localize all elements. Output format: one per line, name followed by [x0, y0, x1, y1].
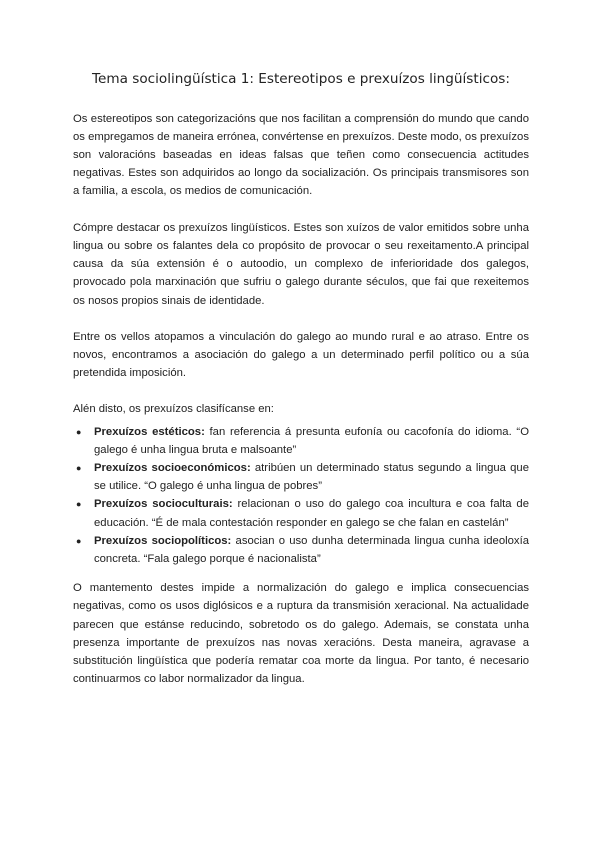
- list-item-text: asocian o uso dunha determinada lingua cunha ideoloxía concreta. “Fala galego porque é nacionalista”: [94, 534, 529, 565]
- paragraph-classification-intro: Alén disto, os prexuízos clasifícanse en:: [73, 403, 274, 416]
- list-item-term: Prexuízos estéticos:: [94, 425, 205, 438]
- bullet-icon: ●: [76, 426, 82, 437]
- list-item-socioeconomic: [76, 459, 529, 495]
- document-title: Tema sociolingüística 1: Estereotipos e prexuízos lingüísticos:: [92, 71, 510, 87]
- paragraph-stereotypes: Os estereotipos son categorizacións que nos facilitan a comprensión do mundo que cando os empregamos de maneira errónea, convértense en prexuízos. Deste modo, os prexuízos son valoracións baseadas en ideas falsas que teñen como consecuencia actitudes negativas. Estes son adquiridos ao longo da socialización. Os principais transmisores son a familia, a escola, os medios de comunicación.: [73, 112, 529, 198]
- paragraph-linguistic-prejudices: Cómpre destacar os prexuízos lingüísticos. Estes son xuízos de valor emitidos sobre unha lingua ou sobre os falantes dela co propósito de provocar o seu rexeitamento.A principal causa da súa extensión é o autoodio, un complexo de inferioridade dos galegos, provocado pola marxinación que sufriu o galego durante séculos, que fai que rexeitemos os nosos propios sinais de identidade.: [73, 221, 529, 307]
- list-item-sociopolitical: [76, 532, 529, 568]
- list-item-aesthetic: [76, 423, 529, 459]
- list-item-term: Prexuízos sociopolíticos:: [94, 534, 232, 547]
- list-item-text: relacionan o uso do galego coa incultura e coa falta de educación. “É de mala contestación responder en galego se che falan en castelán”: [94, 498, 529, 529]
- list-item-term: Prexuízos socioeconómicos:: [94, 461, 251, 474]
- bullet-icon: ●: [76, 499, 82, 510]
- paragraph-old-and-young: Entre os vellos atopamos a vinculación do galego ao mundo rural e ao atraso. Entre os novos, encontramos a asociación do galego a un determinado perfil político ou a súa pretendida imposición.: [73, 330, 529, 380]
- list-item-term: Prexuízos socioculturais:: [94, 498, 233, 511]
- prejudice-list: [73, 423, 529, 569]
- bullet-icon: ●: [76, 535, 82, 546]
- list-item-sociocultural: [76, 495, 529, 531]
- paragraph-conclusion: O mantemento destes impide a normalización do galego e implica consecuencias negativas, como os usos diglósicos e a ruptura da transmisión xeracional. Na actualidade parecen que estánse reducindo, sobretodo os do galego. Ademais, se constata unha presenza importante de prexuízos nas novas xeracións. Desta maneira, agravase a substitución lingüística que podería rematar coa morte da lingua. Por tanto, é necesario continuarmos co labor normalizador da lingua.: [73, 582, 529, 686]
- bullet-icon: ●: [76, 462, 82, 473]
- list-item-text: fan referencia á presunta eufonía ou cacofonía do idioma. “O galego é unha lingua bruta e malsoante”: [94, 425, 529, 456]
- list-item-text: atribúen un determinado status segundo a lingua que se utilice. “O galego é unha lingua de pobres”: [94, 461, 529, 493]
